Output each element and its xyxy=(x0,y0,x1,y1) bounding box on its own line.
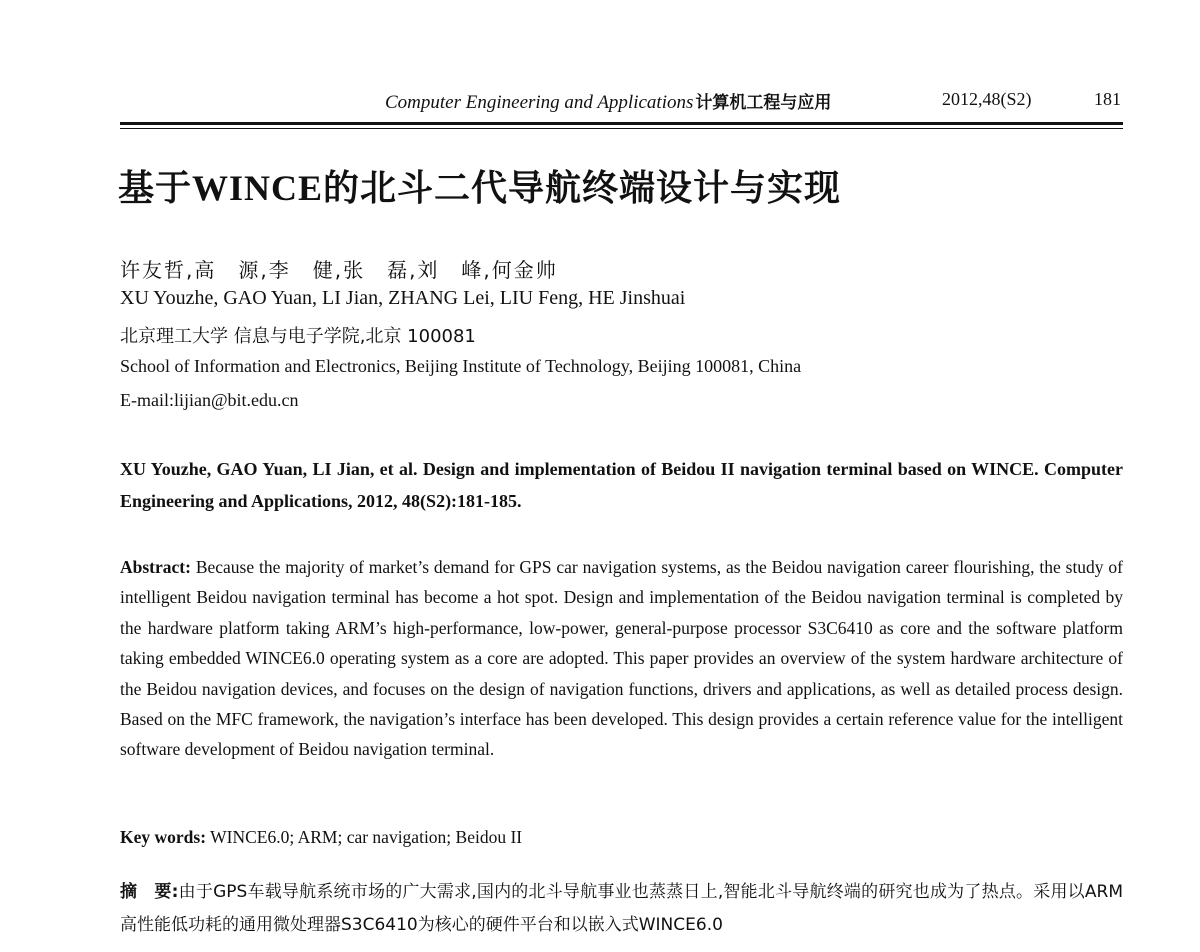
affiliation-english: School of Information and Electronics, Beijing Institute of Technology, Beijing 100081, China xyxy=(120,356,802,376)
abstract-cn-text: 由于GPS车载导航系统市场的广大需求,国内的北斗导航事业也蒸蒸日上,智能北斗导航终端的研究也成为了热点。采用以ARM高性能低功耗的通用微处理器S3C6410为核心的硬件平台和以嵌入式WINCE6.0 xyxy=(120,882,1123,935)
citation: XU Youzhe, GAO Yuan, LI Jian, et al. Design and implementation of Beidou II navigation terminal based on WINCE. Computer Engineering and Applications, 2012, 48(S2):181-185. xyxy=(120,459,1123,511)
abstract-english xyxy=(120,552,1123,765)
authors-english: XU Youzhe, GAO Yuan, LI Jian, ZHANG Lei, LIU Feng, HE Jinshuai xyxy=(120,287,686,309)
volume-issue: 2012,48(S2) xyxy=(942,89,1032,109)
page-number: 181 xyxy=(1094,89,1121,109)
header-rule-thick xyxy=(120,122,1123,125)
keywords xyxy=(120,822,1123,852)
keywords-label: Key words: xyxy=(120,827,207,847)
abstract-chinese xyxy=(120,876,1123,942)
abstract-label: Abstract: xyxy=(120,557,191,577)
authors-chinese: 许友哲,高 源,李 健,张 磊,刘 峰,何金帅 xyxy=(120,258,558,282)
abstract-cn-label: 摘 要: xyxy=(120,882,179,902)
affiliation-chinese: 北京理工大学 信息与电子学院,北京 100081 xyxy=(120,326,476,347)
author-email: E-mail:lijian@bit.edu.cn xyxy=(120,390,299,410)
journal-name-en: Computer Engineering and Applications xyxy=(385,92,694,113)
header-rule-thin xyxy=(120,128,1123,129)
keywords-text: WINCE6.0; ARM; car navigation; Beidou II xyxy=(210,827,523,847)
paper-title: 基于WINCE的北斗二代导航终端设计与实现 xyxy=(118,168,842,208)
journal-name xyxy=(385,88,831,114)
running-header xyxy=(120,86,1123,116)
journal-name-cn: 计算机工程与应用 xyxy=(695,93,832,113)
abstract-text: Because the majority of market’s demand for GPS car navigation systems, as the Beidou navigation career flourishing, the study of intelligent Beidou navigation terminal has become a hot spot. Design and implementation of the Beidou navigation terminal is completed by the hardware platform taking ARM’s high-performance, low-power, general-purpose processor S3C6410 as core and the software platform taking embedded WINCE6.0 operating system as a core are adopted. This paper provides an overview of the system hardware architecture of the Beidou navigation devices, and focuses on the design of navigation functions, drivers and applications, as well as detailed process design. Based on the MFC framework, the navigation’s interface has been developed. This design provides a certain reference value for the intelligent software development of Beidou navigation terminal. xyxy=(120,557,1123,760)
